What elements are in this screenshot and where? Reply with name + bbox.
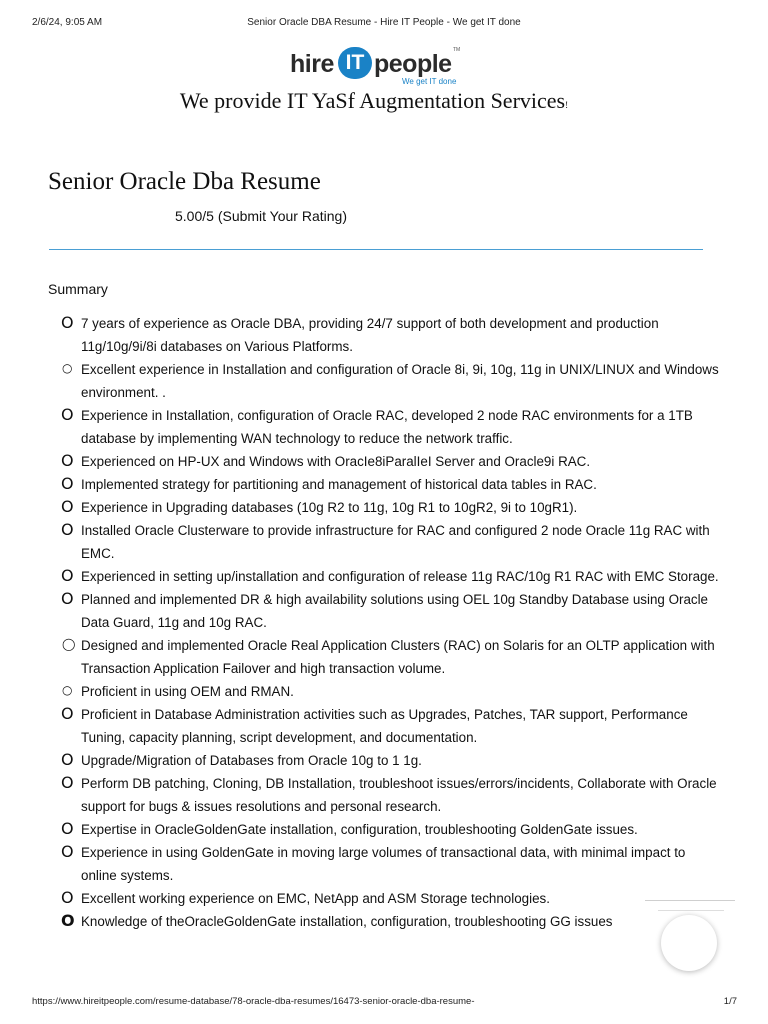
print-page-title: Senior Oracle DBA Resume - Hire IT People - We get IT done [247,17,521,28]
summary-list [60,312,720,933]
circle-bullet-icon: ○ [62,361,73,375]
circle-bullet-icon: O [61,842,74,861]
company-tagline-mark: ! [565,100,569,110]
list-item: ○ Proficient in using OEM and RMAN. [60,680,720,703]
floating-widget-line [658,910,724,911]
list-item: O Experienced on HP-UX and Windows with OracIe8iParalIeI Server and Oracle9i RAC. [61,451,591,470]
circle-bullet-icon: O [61,566,74,585]
summary-heading: Summary [48,281,108,297]
circle-bullet-icon: ○ [62,683,73,697]
logo-trademark: TM [453,47,461,53]
print-datetime: 2/6/24, 9:05 AM [32,17,103,28]
list-item: O Experience in using GoldenGate in moving large volumes of transactional data, with minimal impact to online systems. [61,842,686,883]
list-item: O 7 years of experience as Oracle DBA, providing 24/7 support of both development and production 11g/10g/9i/8i databases on Various Platforms. [61,313,659,354]
circle-bullet-icon: O [61,888,74,907]
list-item: O Excellent working experience on EMC, NetApp and ASM Storage technologies. [61,888,550,907]
circle-bullet-icon: O [61,911,75,930]
circle-bullet-icon: O [61,497,74,516]
circle-bullet-icon: O [61,589,74,608]
list-item: O Installed Oracle Clusterware to provide infrastructure for RAC and configured 2 node Oracle 11g RAC with EMC. [61,520,710,561]
circle-bullet-icon: O [61,451,74,470]
list-item: O Proficient in Database Administration activities such as Upgrades, Patches, TAR support, Performance Tuning, capacity planning, script development, and documentation. [61,704,688,745]
list-item: ○ Excellent experience in Installation and configuration of Oracle 8i, 9i, 10g, 11g in UNIX/LINUX and Windows environment. . [60,358,720,404]
resume-title: Senior Oracle Dba Resume [48,168,321,195]
print-footer-url: https://www.hireitpeople.com/resume-database/78-oracle-dba-resumes/16473-senior-oracle-dba-resume- [32,996,475,1007]
hire-it-people-logo[interactable] [290,44,466,90]
list-item: O Experienced in setting up/installation and configuration of release 11g RAC/10g R1 RAC with EMC Storage. [61,566,719,585]
list-item: O Expertise in OracleGoldenGate installation, configuration, troubleshooting GoldenGate issues. [61,819,638,838]
circle-bullet-icon: ◯ [62,637,76,651]
circle-bullet-icon: O [61,313,74,332]
logo-tagline: We get IT done [402,77,457,86]
company-tagline [0,88,748,114]
list-item: O Experience in Installation, configuration of Oracle RAC, developed 2 node RAC environments for a 1TB database by implementing WAN technology to reduce the network traffic. [61,405,693,446]
floating-chat-button[interactable] [661,915,717,971]
circle-bullet-icon: O [61,819,74,838]
floating-widget-line [645,900,735,901]
list-item: O Perform DB patching, Cloning, DB Installation, troubleshoot issues/errors/incidents, Collaborate with Oracle support for bugs & issues resolutions and personal research. [61,773,717,814]
list-item: O Upgrade/Migration of Databases from Oracle 10g to 1 1g. [61,750,422,769]
list-item: O Planned and implemented DR & high availability solutions using OEL 10g Standby Database using Oracle Data Guard, 11g and 10g RAC. [61,589,709,630]
circle-bullet-icon: O [61,750,74,769]
company-tagline-text: We provide IT YaSf Augmentation Services [179,88,566,113]
resume-rating[interactable]: 5.00/5 (Submit Your Rating) [175,208,347,224]
circle-bullet-icon: O [61,405,74,424]
circle-bullet-icon: O [61,704,74,723]
title-divider [49,249,703,250]
logo-hire-text: hire [290,50,334,78]
logo-people-text: people [374,50,452,78]
list-item: ◯ Designed and implemented Oracle Real Application Clusters (RAC) on Solaris for an OLTP application with Transaction Application Failover and high transaction volume. [60,634,720,680]
circle-bullet-icon: O [61,773,74,792]
logo-it-badge: IT [338,47,372,79]
list-item: O Knowledge of theOracleGoldenGate installation, configuration, troubleshooting GG issues [61,911,613,930]
print-page-number: 1/7 [723,996,737,1007]
list-item: O Experience in Upgrading databases (10g R2 to 11g, 10g R1 to 10gR2, 9i to 10gR1). [61,497,578,516]
circle-bullet-icon: O [61,520,74,539]
circle-bullet-icon: O [61,474,74,493]
list-item: O Implemented strategy for partitioning and management of historical data tables in RAC. [61,474,597,493]
